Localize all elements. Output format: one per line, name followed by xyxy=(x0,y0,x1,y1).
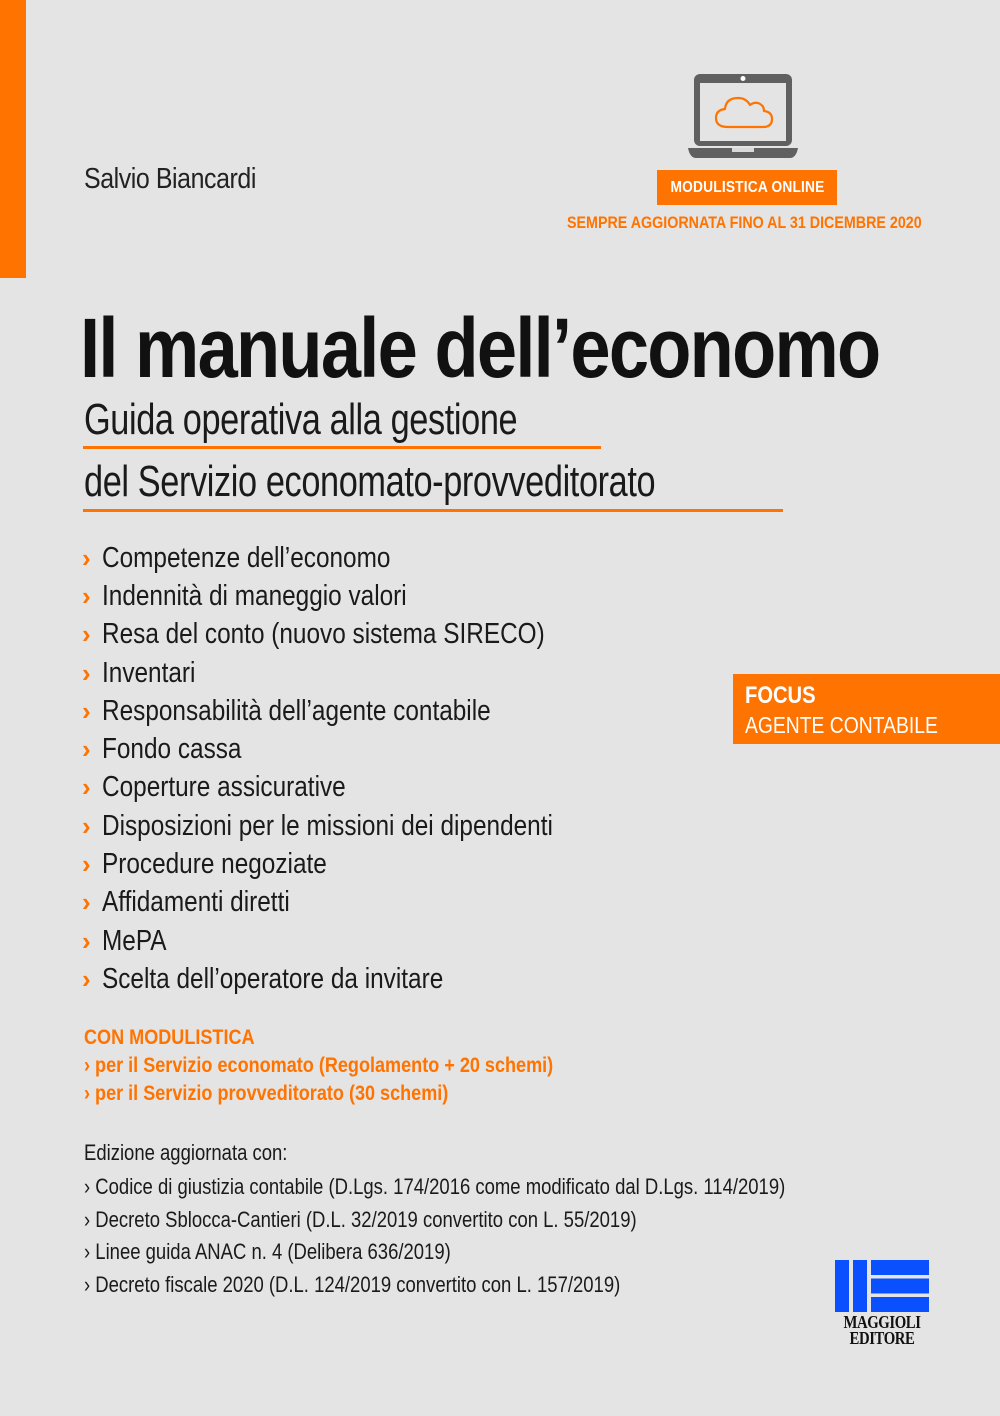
topic-item xyxy=(82,884,639,922)
chevron-right-icon: › xyxy=(82,542,91,573)
chevron-right-icon: › xyxy=(82,963,91,994)
topic-item xyxy=(82,807,639,845)
book-title: Il manuale dell’economo xyxy=(80,301,880,395)
chevron-right-icon: › xyxy=(82,887,91,918)
subtitle-line-2: del Servizio economato-provveditorato xyxy=(84,457,656,506)
author-name: Salvio Biancardi xyxy=(84,163,256,195)
modulistica-item: › per il Servizio economato (Regolamento + 20 schemi) xyxy=(84,1054,554,1077)
modulistica-section xyxy=(84,1026,630,1110)
laptop-cloud-icon xyxy=(686,72,800,160)
publisher-logo xyxy=(833,1258,931,1346)
modulistica-online-badge xyxy=(657,170,837,205)
edition-heading: Edizione aggiornata con: xyxy=(84,1140,288,1165)
topic-item xyxy=(82,616,639,654)
topic-label: Scelta dell’operatore da invitare xyxy=(102,962,444,995)
topic-item xyxy=(82,692,639,730)
topic-item xyxy=(82,654,639,692)
edition-section xyxy=(84,1140,919,1304)
topic-label: Disposizioni per le missioni dei dipendenti xyxy=(102,809,553,842)
publisher-name-line-1: MAGGIOLI xyxy=(843,1312,921,1332)
orange-side-bar xyxy=(0,0,26,278)
update-note-text: SEMPRE AGGIORNATA FINO AL 31 DICEMBRE 2020 xyxy=(567,213,922,232)
subtitle-underline-1 xyxy=(83,446,601,449)
update-note xyxy=(567,213,929,233)
chevron-right-icon: › xyxy=(82,925,91,956)
topic-label: Affidamenti diretti xyxy=(102,886,290,919)
topic-item xyxy=(82,730,639,768)
topic-label: Competenze dell’economo xyxy=(102,541,391,574)
topic-label: Resa del conto (nuovo sistema SIRECO) xyxy=(102,618,545,651)
maggioli-logo-icon xyxy=(833,1258,931,1314)
topic-label: Indennità di maneggio valori xyxy=(102,579,407,612)
edition-item: › Linee guida ANAC n. 4 (Delibera 636/2019) xyxy=(84,1239,451,1264)
topic-label: Procedure negoziate xyxy=(102,848,327,881)
chevron-right-icon: › xyxy=(82,695,91,726)
topic-item xyxy=(82,769,639,807)
topic-label: Inventari xyxy=(102,656,196,689)
topic-label: Fondo cassa xyxy=(102,733,242,766)
chevron-right-icon: › xyxy=(82,849,91,880)
focus-text: AGENTE CONTABILE xyxy=(745,712,938,738)
modulistica-heading: CON MODULISTICA xyxy=(84,1026,255,1049)
focus-box xyxy=(733,674,1000,744)
topic-item xyxy=(82,922,639,960)
edition-item: › Decreto fiscale 2020 (D.L. 124/2019 convertito con L. 157/2019) xyxy=(84,1271,621,1297)
topic-item xyxy=(82,960,639,998)
chevron-right-icon: › xyxy=(82,772,91,803)
chevron-right-icon: › xyxy=(82,580,91,611)
topics-list xyxy=(82,539,639,999)
topic-label: Coperture assicurative xyxy=(102,771,346,804)
topic-label: MePA xyxy=(102,924,167,957)
chevron-right-icon: › xyxy=(82,810,91,841)
topic-label: Responsabilità dell’agente contabile xyxy=(102,694,491,727)
topic-item xyxy=(82,577,639,615)
chevron-right-icon: › xyxy=(82,619,91,650)
modulistica-item: › per il Servizio provveditorato (30 schemi) xyxy=(84,1082,449,1105)
edition-item: › Codice di giustizia contabile (D.Lgs. 174/2016 come modificato dal D.Lgs. 114/2019) xyxy=(84,1174,786,1199)
topic-item xyxy=(82,539,639,577)
subtitle-line-1: Guida operativa alla gestione xyxy=(84,395,518,444)
publisher-name-line-2: EDITORE xyxy=(849,1328,915,1348)
chevron-right-icon: › xyxy=(82,657,91,688)
edition-item: › Decreto Sblocca-Cantieri (D.L. 32/2019 convertito con L. 55/2019) xyxy=(84,1206,637,1232)
badge-label: MODULISTICA ONLINE xyxy=(670,178,824,196)
subtitle-underline-2 xyxy=(83,509,783,512)
focus-heading: FOCUS xyxy=(745,682,816,709)
topic-item xyxy=(82,845,639,883)
chevron-right-icon: › xyxy=(82,734,91,765)
